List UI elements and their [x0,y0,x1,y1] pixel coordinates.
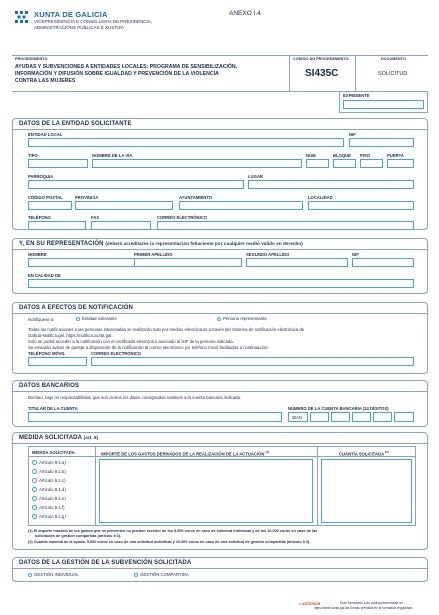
ayuntamiento-label: AYUNTAMIENTO [179,195,212,200]
cuantia-field[interactable] [321,459,412,523]
procedure-title-line3: CONTRA LAS MUJERES [15,78,76,84]
notify-correo-field[interactable] [91,357,414,366]
puerta-label: PUERTA [387,153,404,158]
measure-checkbox-b[interactable] [32,469,37,474]
entidad-local-field[interactable] [28,138,344,147]
document-value: SOLICITUD [378,71,408,77]
measure-row-c[interactable] [32,477,94,486]
rep-primer-apellido-label: PRIMER APELLIDO [134,252,173,257]
measure-row-a[interactable] [32,459,94,468]
notifiquese-label: Notifíquese a: [28,317,55,322]
rep-nombre-field[interactable] [28,258,136,267]
measure-checkbox-d[interactable] [32,487,37,492]
measure-row-d[interactable] [32,486,94,495]
measure-row-b[interactable] [32,468,94,477]
measure-note-1a: (1) El importe máximo de los gastos que se presenten no pueden exceder de los 5.000 euros en caso de solicitud individual y de los 10.000 euros en caso de las [28,529,318,533]
measure-table [28,446,416,526]
notify-correo-label: CORREO ELECTRÓNICO [91,351,142,356]
fax-field[interactable] [91,221,151,230]
notification-text-3: Solo se podrá acceder a la notificación con el certificado electrónico asociado al NIF de la persona indicada. [28,339,234,344]
rep-nif-field[interactable] [352,258,414,267]
expediente-box [339,91,428,113]
measure-checkbox-g[interactable] [32,514,37,519]
representative-section [12,238,428,294]
management-section-title: DATOS DE LA GESTIÓN DE LA SUBVENCIÓN SOLICITADA [19,560,192,566]
measure-checkbox-a[interactable] [32,460,37,465]
lugar-field[interactable] [248,180,414,189]
codigo-postal-field[interactable] [28,201,72,210]
bank-title-rule [13,391,427,392]
rep-nif-label: NIF [352,252,359,257]
notify-representative-label: Persona representante [223,316,267,321]
iban-label: IBAN [292,415,303,420]
cuenta-field-5[interactable] [394,412,414,422]
rep-segundo-apellido-label: SEGUNDO APELLIDO [246,252,290,257]
measure-checkbox-e[interactable] [32,496,37,501]
notification-title-rule [13,313,427,314]
notification-text-4: Se enviarán avisos de puesta a disposición de la notificación al correo electrónico y/o teléfono móvil facilitados a continuación: [28,345,269,350]
rep-primer-apellido-field[interactable] [134,258,242,267]
measure-col1-header: MEDIDA SOLICITADA [32,450,75,455]
procedure-title-line1: AYUDAS Y SUBVENCIONES A ENTIDADES LOCALES: PROGRAMA DE SENSIBILIZACIÓN, [15,64,238,70]
parroquia-label: PARROQUIA [28,174,54,179]
piso-field[interactable] [360,159,383,168]
measure-title-note: (art. 9) [83,435,99,440]
lugar-label: LUGAR [248,174,263,179]
cuenta-field-1[interactable] [310,412,329,422]
movil-field[interactable] [28,357,87,366]
measure-row-e[interactable] [32,495,94,504]
bloque-label: BLOQUE [333,153,351,158]
measure-label-a: Artículo 9.1.a) [39,460,66,465]
measure-col3-header [339,450,389,456]
management-title-rule [13,568,427,569]
procedure-code: SI435C [305,68,339,79]
procedure-title-line2: INFORMACIÓN Y DIFUSIÓN SOBRE IGUALDAD Y PREVENCIÓN DE LA VIOLENCIA [15,71,219,77]
notification-section [12,302,428,374]
notification-text-2: Galicia-Notifica.gal, https://notifica.xunta.gal. [28,333,113,338]
expediente-label: EXPEDIENTE [343,93,370,98]
notify-entity-label: Entidad solicitante [82,316,117,321]
titular-label: TITULAR DE LA CUENTA [28,406,78,411]
measure-note-1b: solicitudes de gestión compartida (artículo 9.3). [35,534,122,538]
num-field[interactable] [306,159,329,168]
telefono-label: TELÉFONO [28,215,51,220]
entity-title-rule [13,129,427,130]
notify-option-representative[interactable] [217,316,267,321]
provincia-label: PROVINCIA [75,195,99,200]
bloque-field[interactable] [333,159,356,168]
titular-field[interactable] [28,412,282,422]
management-individual-radio[interactable] [28,573,32,577]
representative-title-note: (deberá acreditarse la representación fehaciente por cualquier medio válido en derecho) [105,241,303,246]
bank-declaration: Declaro, bajo mi responsabilidad, que son ciertos los datos consignados relativos a la cuenta bancaria indicada. [28,395,242,400]
measure-col2-text: IMPORTE DE LOS GASTOS DERIVADOS DE LA REALIZACIÓN DE LA ACTUACIÓN [101,451,265,457]
measure-title-rule [13,443,427,444]
org-sub2: ADMINISTRACIÓNS PÚBLICAS E XUSTIZA [34,25,125,30]
nombre-via-label: NOMBRE DE LA VÍA [92,153,133,158]
entity-nif-label: NIF [349,132,356,137]
provincia-field[interactable] [75,201,173,210]
num-label: NÚM. [306,153,317,158]
management-option-compartida[interactable] [134,572,189,577]
xunta-logo [13,9,30,26]
procedure-divider-2 [355,56,356,91]
notify-entity-radio[interactable] [76,317,80,321]
entity-correo-label: CORREO ELECTRÓNICO [157,215,208,220]
entity-nif-field[interactable] [349,138,414,147]
cuenta-field-4[interactable] [373,412,392,422]
measure-row-f[interactable] [32,504,94,513]
notification-text-1: Todas las notificaciones a las personas interesadas se realizarán solo por medios electrónicos a través del Sistema de notificación electrónica de [28,327,305,332]
codigo-postal-label: CÓDIGO POSTAL [28,195,63,200]
iban-field[interactable] [288,412,308,422]
procedure-divider-1 [289,56,290,91]
footer-note-1: Este formulario solo podrá presentarse en [340,601,404,605]
expediente-field[interactable] [343,100,424,109]
measure-col2-sup: (1) [265,450,270,454]
notify-representative-radio[interactable] [217,317,221,321]
representative-title-rule [13,249,427,250]
measure-col2-header [101,450,269,456]
management-section [12,557,428,582]
tipo-field[interactable] [28,159,88,168]
measure-label-c: Artículo 9.1.c) [39,478,66,483]
measure-col-divider-2 [317,447,318,526]
org-name: XUNTA DE GALICIA [34,10,108,19]
measure-row-g[interactable] [32,513,94,522]
measure-section [12,432,428,550]
measure-checkbox-c[interactable] [32,478,37,483]
notify-option-entity[interactable] [76,316,117,321]
entidad-local-label: ENTIDAD LOCAL [28,132,63,137]
bank-section [12,380,428,427]
cuenta-field-3[interactable] [352,412,371,422]
procedure-code-label: CÓDIGO DO PROCEDEMENTO [293,57,349,61]
org-sub1: VICEPRESIDENCIA E CONSELLERÍA DE PRESIDENCIA, [34,19,153,24]
movil-label: TELÉFONO MÓVIL [28,351,66,356]
puerta-field[interactable] [387,159,414,168]
management-individual-label: GESTIÓN INDIVIDUAL [34,572,79,577]
measure-col-divider-1 [95,447,96,526]
measure-title-main: MEDIDA SOLICITADA [19,435,82,441]
piso-label: PISO [360,153,371,158]
en-calidad-label: EN CALIDAD DE [28,273,61,278]
representative-title-main: Y, EN SU REPRESENTACIÓN [19,241,104,247]
nombre-via-field[interactable] [92,159,302,168]
measure-label-b: Artículo 9.1.b) [39,469,66,474]
cuenta-label: NÚMERO DE LA CUENTA BANCARIA (24 DÍGITOS) [288,406,389,411]
bank-section-title: DATOS BANCARIOS [19,383,79,389]
localidad-field[interactable] [308,201,414,210]
measure-checkbox-f[interactable] [32,505,37,510]
importe-field[interactable] [99,459,313,523]
footer-badge-icon: ● [299,602,302,606]
cuenta-field-2[interactable] [331,412,350,422]
entity-correo-field[interactable] [157,221,414,230]
representative-section-title [19,241,303,247]
procedure-label: PROCEDEMENTO [15,57,48,61]
management-option-individual[interactable] [28,572,79,577]
entity-section-title: DATOS DE LA ENTIDAD SOLICITANTE [19,121,132,127]
entity-section [12,118,428,230]
measure-label-g: Artículo 9.1.g) [39,514,66,519]
document-label: DOCUMENTO [381,57,406,61]
measure-label-d: Artículo 9.1.d) [39,487,66,492]
fax-label: FAX [91,215,100,220]
parroquia-field[interactable] [28,180,244,189]
measure-section-title [19,435,98,441]
footer-note-2: https://sede.xunta.gal las formas previstas en la normativa reguladora [314,606,413,610]
measure-col3-sup: (2) [385,450,389,454]
management-compartida-radio[interactable] [134,573,138,577]
xunta-logo-icon [13,9,30,26]
measure-col3-text: CUANTÍA SOLICITADA [339,451,384,457]
rep-segundo-apellido-field[interactable] [246,258,348,267]
measure-label-e: Artículo 9.1.e) [39,496,66,501]
localidad-label: LOCALIDAD [308,195,333,200]
measure-note-2: (2) Cuantía máxima de la ayuda: 5.000 euros en caso de una solicitud individual y 10.000 euros en caso de una solicitud de gestión compartida (artículo 9.3). [28,540,311,544]
footer-badge-label: ANTERIOR [301,602,321,606]
ayuntamiento-field[interactable] [179,201,303,210]
en-calidad-field[interactable] [28,279,414,288]
procedure-box [12,55,428,92]
annex-label: ANEXO I.4 [229,10,261,17]
tipo-label: TIPO [28,153,38,158]
rep-nombre-label: NOMBRE [28,252,47,257]
management-compartida-label: GESTIÓN COMPARTIDA [140,572,189,577]
measure-label-f: Artículo 9.1.f) [39,505,65,510]
notification-section-title: DATOS A EFECTOS DE NOTIFICACIÓN [19,305,133,311]
telefono-field[interactable] [28,221,86,230]
